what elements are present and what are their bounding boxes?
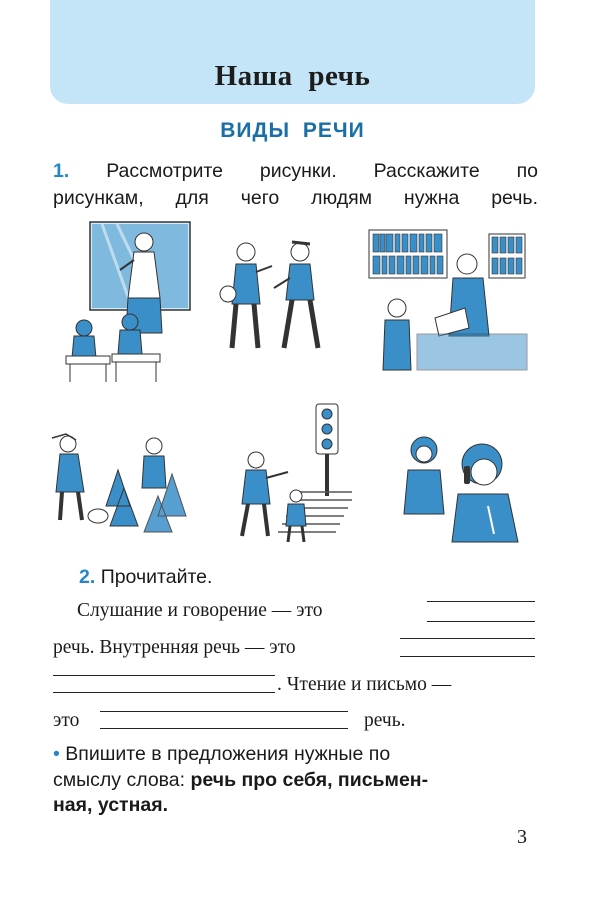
blank-line (427, 601, 535, 602)
sentence-1: Слушание и говорение — это (77, 600, 323, 621)
exercise-1-line1: Рассмотрите рисунки. Расскажите по (106, 160, 538, 182)
illustration-phone-call (400, 430, 525, 545)
section-title: ВИДЫ РЕЧИ (220, 119, 365, 142)
page-number: 3 (517, 826, 527, 848)
task-line-1 (53, 743, 390, 766)
illustration-boys-talking (214, 238, 332, 358)
blank-line (400, 638, 535, 639)
illustration-traffic-light (228, 400, 358, 545)
bullet: • (53, 743, 60, 765)
task-line-2 (53, 769, 428, 792)
task-text-1: Впишите в предложения нужные по (65, 743, 391, 765)
blank-line (100, 728, 348, 729)
answer-words-2: ная, устная. (53, 794, 169, 816)
exercise-2-number: 2. (79, 566, 96, 588)
blank-line (400, 656, 535, 657)
sentence-2: речь. Внутренняя речь — это (53, 637, 296, 658)
sentence-4-end: речь. (364, 710, 406, 731)
exercise-2-heading (79, 566, 212, 589)
exercise-1-number: 1. (53, 160, 70, 182)
sentence-3: . Чтение и письмо — (277, 674, 452, 695)
exercise-2-instruction: Прочитайте. (100, 566, 213, 588)
blank-line (427, 621, 535, 622)
blank-line (53, 675, 275, 676)
blank-line (53, 692, 275, 693)
illustration-teacher-classroom (62, 218, 192, 383)
page-title: Наша речь (214, 60, 371, 92)
answer-words-1: речь про себя, письмен- (190, 769, 429, 791)
illustration-library (365, 228, 529, 373)
exercise-1 (53, 158, 538, 212)
exercise-1-line2: рисункам, для чего людям нужна речь. (53, 187, 538, 209)
task-text-2: смыслу слова: (53, 769, 191, 791)
illustration-children-forest (46, 430, 196, 535)
blank-line (100, 711, 348, 712)
sentence-4-start: это (53, 710, 80, 731)
